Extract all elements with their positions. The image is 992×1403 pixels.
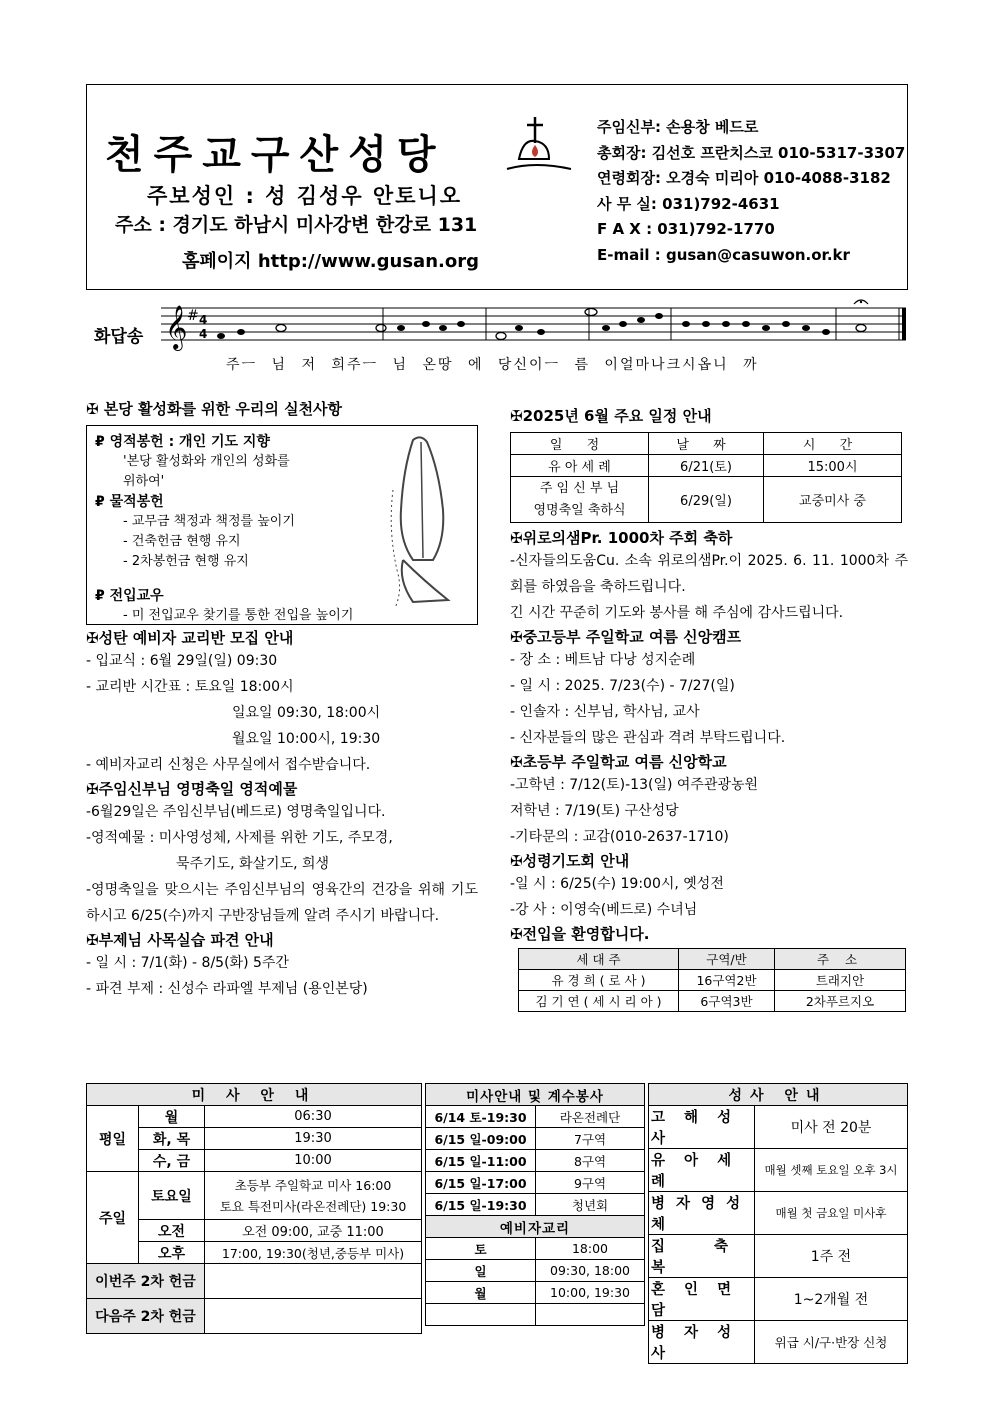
svg-text:4: 4 bbox=[199, 313, 208, 327]
welcome-table bbox=[518, 948, 906, 1012]
practice-spiritual-head: ₽ 영적봉헌 : 개인 기도 지향 bbox=[95, 434, 270, 450]
bulletin-header bbox=[86, 84, 908, 290]
catechumen-title: ✠성탄 예비자 교리반 모집 안내 bbox=[86, 629, 294, 647]
legion-title: ✠위로의샘Pr. 1000차 주회 축하 bbox=[510, 529, 733, 547]
table-row: 이번주 2차 헌금 bbox=[87, 1264, 422, 1299]
table-row: 세 대 주 구역/반 주 소 bbox=[519, 949, 906, 970]
cross-icon: ✠ bbox=[510, 407, 523, 425]
feast-paragraph: -영명축일을 맞으시는 주임신부님의 영육간의 건강을 위해 기도하시고 6/25(수)까지 구반장님들께 알려 주시기 바랍니다. bbox=[86, 882, 478, 924]
cross-icon: ✠ bbox=[510, 852, 523, 870]
school-line: -기타문의 : 교감(010-2637-1710) bbox=[510, 829, 729, 845]
feast-line: -영적예물 : 미사영성체, 사제를 위한 기도, 주모경, bbox=[86, 830, 393, 846]
table-row: 주 임 신 부 님 영명축일 축하식 6/29(일) 교중미사 중 bbox=[511, 477, 902, 523]
deacon-line: - 파견 부제 : 신성수 라파엘 부제님 (용인본당) bbox=[86, 981, 368, 997]
table-row: 수, 금 10:00 bbox=[87, 1150, 422, 1172]
practice-material-sub: - 2차봉헌금 현행 유지 bbox=[123, 554, 249, 569]
table-row: 6/15 일-09:00 7구역 bbox=[426, 1128, 645, 1150]
table-row: 혼 인 면 담 1~2개월 전 bbox=[649, 1278, 908, 1321]
contact-info bbox=[597, 115, 905, 268]
cross-icon: ✠ bbox=[86, 629, 99, 647]
table-row bbox=[426, 1304, 645, 1326]
practice-material-sub: - 교무금 책정과 책정를 높이기 bbox=[123, 514, 295, 529]
schedule-title: ✠2025년 6월 주요 일정 안내 bbox=[510, 407, 712, 425]
practice-box bbox=[86, 425, 478, 625]
camp-line: - 일 시 : 2025. 7/23(수) - 7/27(일) bbox=[510, 678, 735, 694]
song-lyrics: 주ㅡ 님 저 희주ㅡ 님 온땅 에 당신이ㅡ 름 이얼마나크시옵니 까 bbox=[226, 357, 759, 373]
office-phone: 사 무 실: 031)792-4631 bbox=[597, 194, 780, 213]
catechumen-line: - 입교식 : 6월 29일(일) 09:30 bbox=[86, 653, 278, 669]
pastor: 주임신부: 손용창 베드로 bbox=[597, 118, 759, 136]
spirit-line: -일 시 : 6/25(수) 19:00시, 옛성전 bbox=[510, 876, 724, 892]
feast-title: ✠주임신부님 영명축일 영적예물 bbox=[86, 780, 298, 798]
table-row: 예비자교리 bbox=[426, 1216, 645, 1238]
camp-title: ✠중고등부 주일학교 여름 신앙캠프 bbox=[510, 628, 742, 646]
association-head: 연령회장: 오경숙 미리아 010-4088-3182 bbox=[597, 169, 891, 187]
feast-line: -6월29일은 주임신부님(베드로) 영명축일입니다. bbox=[86, 804, 386, 820]
music-staff-icon bbox=[161, 298, 906, 354]
table-row: 오후 17:00, 19:30(청년,중등부 미사) bbox=[87, 1242, 422, 1264]
spirit-line: -강 사 : 이영숙(베드로) 수녀님 bbox=[510, 902, 698, 918]
table-row: 성사 안내 bbox=[649, 1084, 908, 1106]
patron-saint: 주보성인 : 성 김성우 안토니오 bbox=[147, 184, 463, 208]
homepage-link[interactable]: 홈페이지 http://www.gusan.org bbox=[182, 251, 479, 272]
offer-next-value bbox=[205, 1299, 422, 1334]
table-row: 토 18:00 bbox=[426, 1238, 645, 1260]
table-row: 집 축 복 1주 전 bbox=[649, 1235, 908, 1278]
table-row: 화, 목 19:30 bbox=[87, 1128, 422, 1150]
cross-icon: ✠ bbox=[86, 931, 99, 949]
table-row: 미 사 안 내 bbox=[87, 1084, 422, 1106]
table-row: 6/15 일-17:00 9구역 bbox=[426, 1172, 645, 1194]
school-line: 저학년 : 7/19(토) 구산성당 bbox=[510, 803, 679, 819]
catechumen-line: - 예비자교리 신청은 사무실에서 접수받습니다. bbox=[86, 757, 371, 773]
service-table bbox=[425, 1083, 645, 1326]
right-column bbox=[510, 405, 908, 1012]
table-row: 다음주 2차 헌금 bbox=[87, 1299, 422, 1334]
practice-material-sub: - 건축헌금 현행 유지 bbox=[123, 534, 241, 549]
legion-paragraph: -신자들의도움Cu. 소속 위로의샘Pr.이 2025. 6. 11. 1000차 주회를 하였음을 축하드립니다. bbox=[510, 553, 908, 595]
schedule-table bbox=[510, 432, 902, 523]
camp-line: - 장 소 : 베트남 다낭 성지순례 bbox=[510, 652, 696, 668]
legion-paragraph: 긴 시간 꾸준히 기도와 봉사를 해 주심에 감사드립니다. bbox=[510, 605, 844, 621]
practice-transfer-head: ₽ 전입교우 bbox=[95, 588, 164, 604]
practice-material-head: ₽ 물적봉헌 bbox=[95, 494, 164, 510]
welcome-title: ✠전입을 환영합니다. bbox=[510, 925, 650, 943]
practice-spiritual-sub: 위하여' bbox=[123, 474, 165, 489]
cross-icon: ✠ bbox=[510, 925, 523, 943]
praying-hands-icon bbox=[373, 430, 463, 610]
school-title: ✠초등부 주일학교 여름 신앙학교 bbox=[510, 753, 727, 771]
cross-icon: ✠ bbox=[510, 628, 523, 646]
practice-spiritual-sub: '본당 활성화와 개인의 성화를 bbox=[123, 454, 290, 469]
cross-icon: ✠ bbox=[510, 529, 523, 547]
table-row: 평일 월 06:30 bbox=[87, 1106, 422, 1128]
cross-icon: ✠ bbox=[86, 780, 99, 798]
chairman: 총회장: 김선호 프란치스코 010-5317-3307 bbox=[597, 143, 906, 162]
table-row: 6/15 일-19:30 청년회 bbox=[426, 1194, 645, 1216]
cross-icon: ✠ bbox=[86, 400, 104, 418]
church-name: 천주교구산성당 bbox=[105, 131, 446, 178]
offer-this-value bbox=[205, 1264, 422, 1299]
deacon-title: ✠부제님 사목실습 파견 안내 bbox=[86, 931, 274, 949]
fax: F A X : 031)792-1770 bbox=[597, 220, 775, 238]
cross-icon: ✠ bbox=[510, 753, 523, 771]
table-row: 김 기 연 ( 세 시 리 아 ) 6구역3반 2차푸르지오 bbox=[519, 991, 906, 1012]
school-line: -고학년 : 7/12(토)-13(일) 여주관광농원 bbox=[510, 777, 759, 793]
song-label: 화답송 bbox=[94, 327, 144, 347]
practice-transfer-sub: - 미 전입교우 찾기를 통한 전입을 높이기 bbox=[123, 608, 354, 623]
svg-text:4: 4 bbox=[199, 327, 208, 341]
deacon-line: - 일 시 : 7/1(화) - 8/5(화) 5주간 bbox=[86, 955, 289, 971]
svg-text:𝄞: 𝄞 bbox=[165, 305, 188, 349]
camp-line: - 인솔자 : 신부님, 학사님, 교사 bbox=[510, 704, 700, 720]
church-logo-icon bbox=[505, 115, 575, 175]
table-row: 유 경 희 ( 로 사 ) 16구역2반 트래지안 bbox=[519, 970, 906, 991]
table-row: 유 아 세 례 매월 셋째 토요일 오후 3시 bbox=[649, 1149, 908, 1192]
sacrament-table bbox=[648, 1083, 908, 1364]
table-row: 6/14 토-19:30 라온전례단 bbox=[426, 1106, 645, 1128]
table-row: 병 자 성 사 위급 시/구·반장 신청 bbox=[649, 1321, 908, 1364]
table-row: 고 해 성 사 미사 전 20분 bbox=[649, 1106, 908, 1149]
spirit-title: ✠성령기도회 안내 bbox=[510, 852, 630, 870]
table-row: 미사안내 및 계수봉사 bbox=[426, 1084, 645, 1106]
email[interactable]: E-mail : gusan@casuwon.or.kr bbox=[597, 245, 850, 264]
table-row: 6/15 일-11:00 8구역 bbox=[426, 1150, 645, 1172]
table-row: 월 10:00, 19:30 bbox=[426, 1282, 645, 1304]
left-column bbox=[86, 398, 478, 1002]
table-row: 일 정 날 짜 시 간 bbox=[511, 433, 902, 455]
church-address: 주소 : 경기도 하남시 미사강변 한강로 131 bbox=[115, 214, 478, 236]
mass-schedule-table bbox=[86, 1083, 422, 1334]
responsorial-psalm bbox=[86, 296, 908, 380]
catechumen-line: 월요일 10:00시, 19:30 bbox=[232, 731, 381, 747]
catechumen-line: - 교리반 시간표 : 토요일 18:00시 bbox=[86, 679, 294, 695]
table-row: 일 09:30, 18:00 bbox=[426, 1260, 645, 1282]
feast-line: 묵주기도, 화살기도, 희생 bbox=[176, 856, 330, 872]
table-row: 유 아 세 례 6/21(토) 15:00시 bbox=[511, 455, 902, 477]
svg-text:#: # bbox=[187, 308, 199, 324]
practice-title: ✠ 본당 활성화를 위한 우리의 실천사항 bbox=[86, 400, 343, 418]
table-row: 병 자 영 성 체 매월 첫 금요일 미사후 bbox=[649, 1192, 908, 1235]
catechumen-line: 일요일 09:30, 18:00시 bbox=[232, 705, 381, 721]
camp-line: - 신자분들의 많은 관심과 격려 부탁드립니다. bbox=[510, 730, 786, 746]
table-row: 오전 오전 09:00, 교중 11:00 bbox=[87, 1220, 422, 1242]
table-row: 주일 토요일 초등부 주일학교 미사 16:00 토요 특전미사(라온전례단) 19:30 bbox=[87, 1172, 422, 1220]
